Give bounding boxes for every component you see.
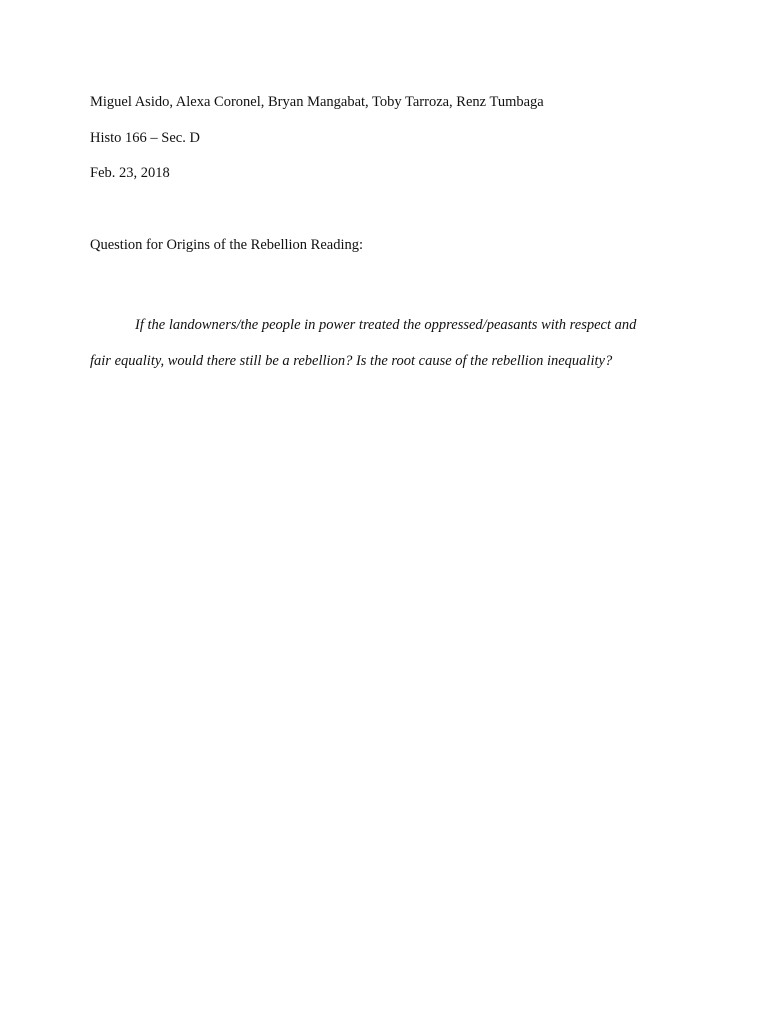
course-line: Histo 166 – Sec. D [90,130,200,146]
authors-line: Miguel Asido, Alexa Coronel, Bryan Mangabat, Toby Tarroza, Renz Tumbaga [90,94,544,110]
question-heading: Question for Origins of the Rebellion Reading: [90,237,364,253]
question-paragraph [90,307,690,379]
question-line-1: If the landowners/the people in power treated the oppressed/peasants with respect and [135,317,637,333]
question-line-2: fair equality, would there still be a rebellion? Is the root cause of the rebellion inequality? [90,353,613,369]
date-line: Feb. 23, 2018 [90,165,170,181]
